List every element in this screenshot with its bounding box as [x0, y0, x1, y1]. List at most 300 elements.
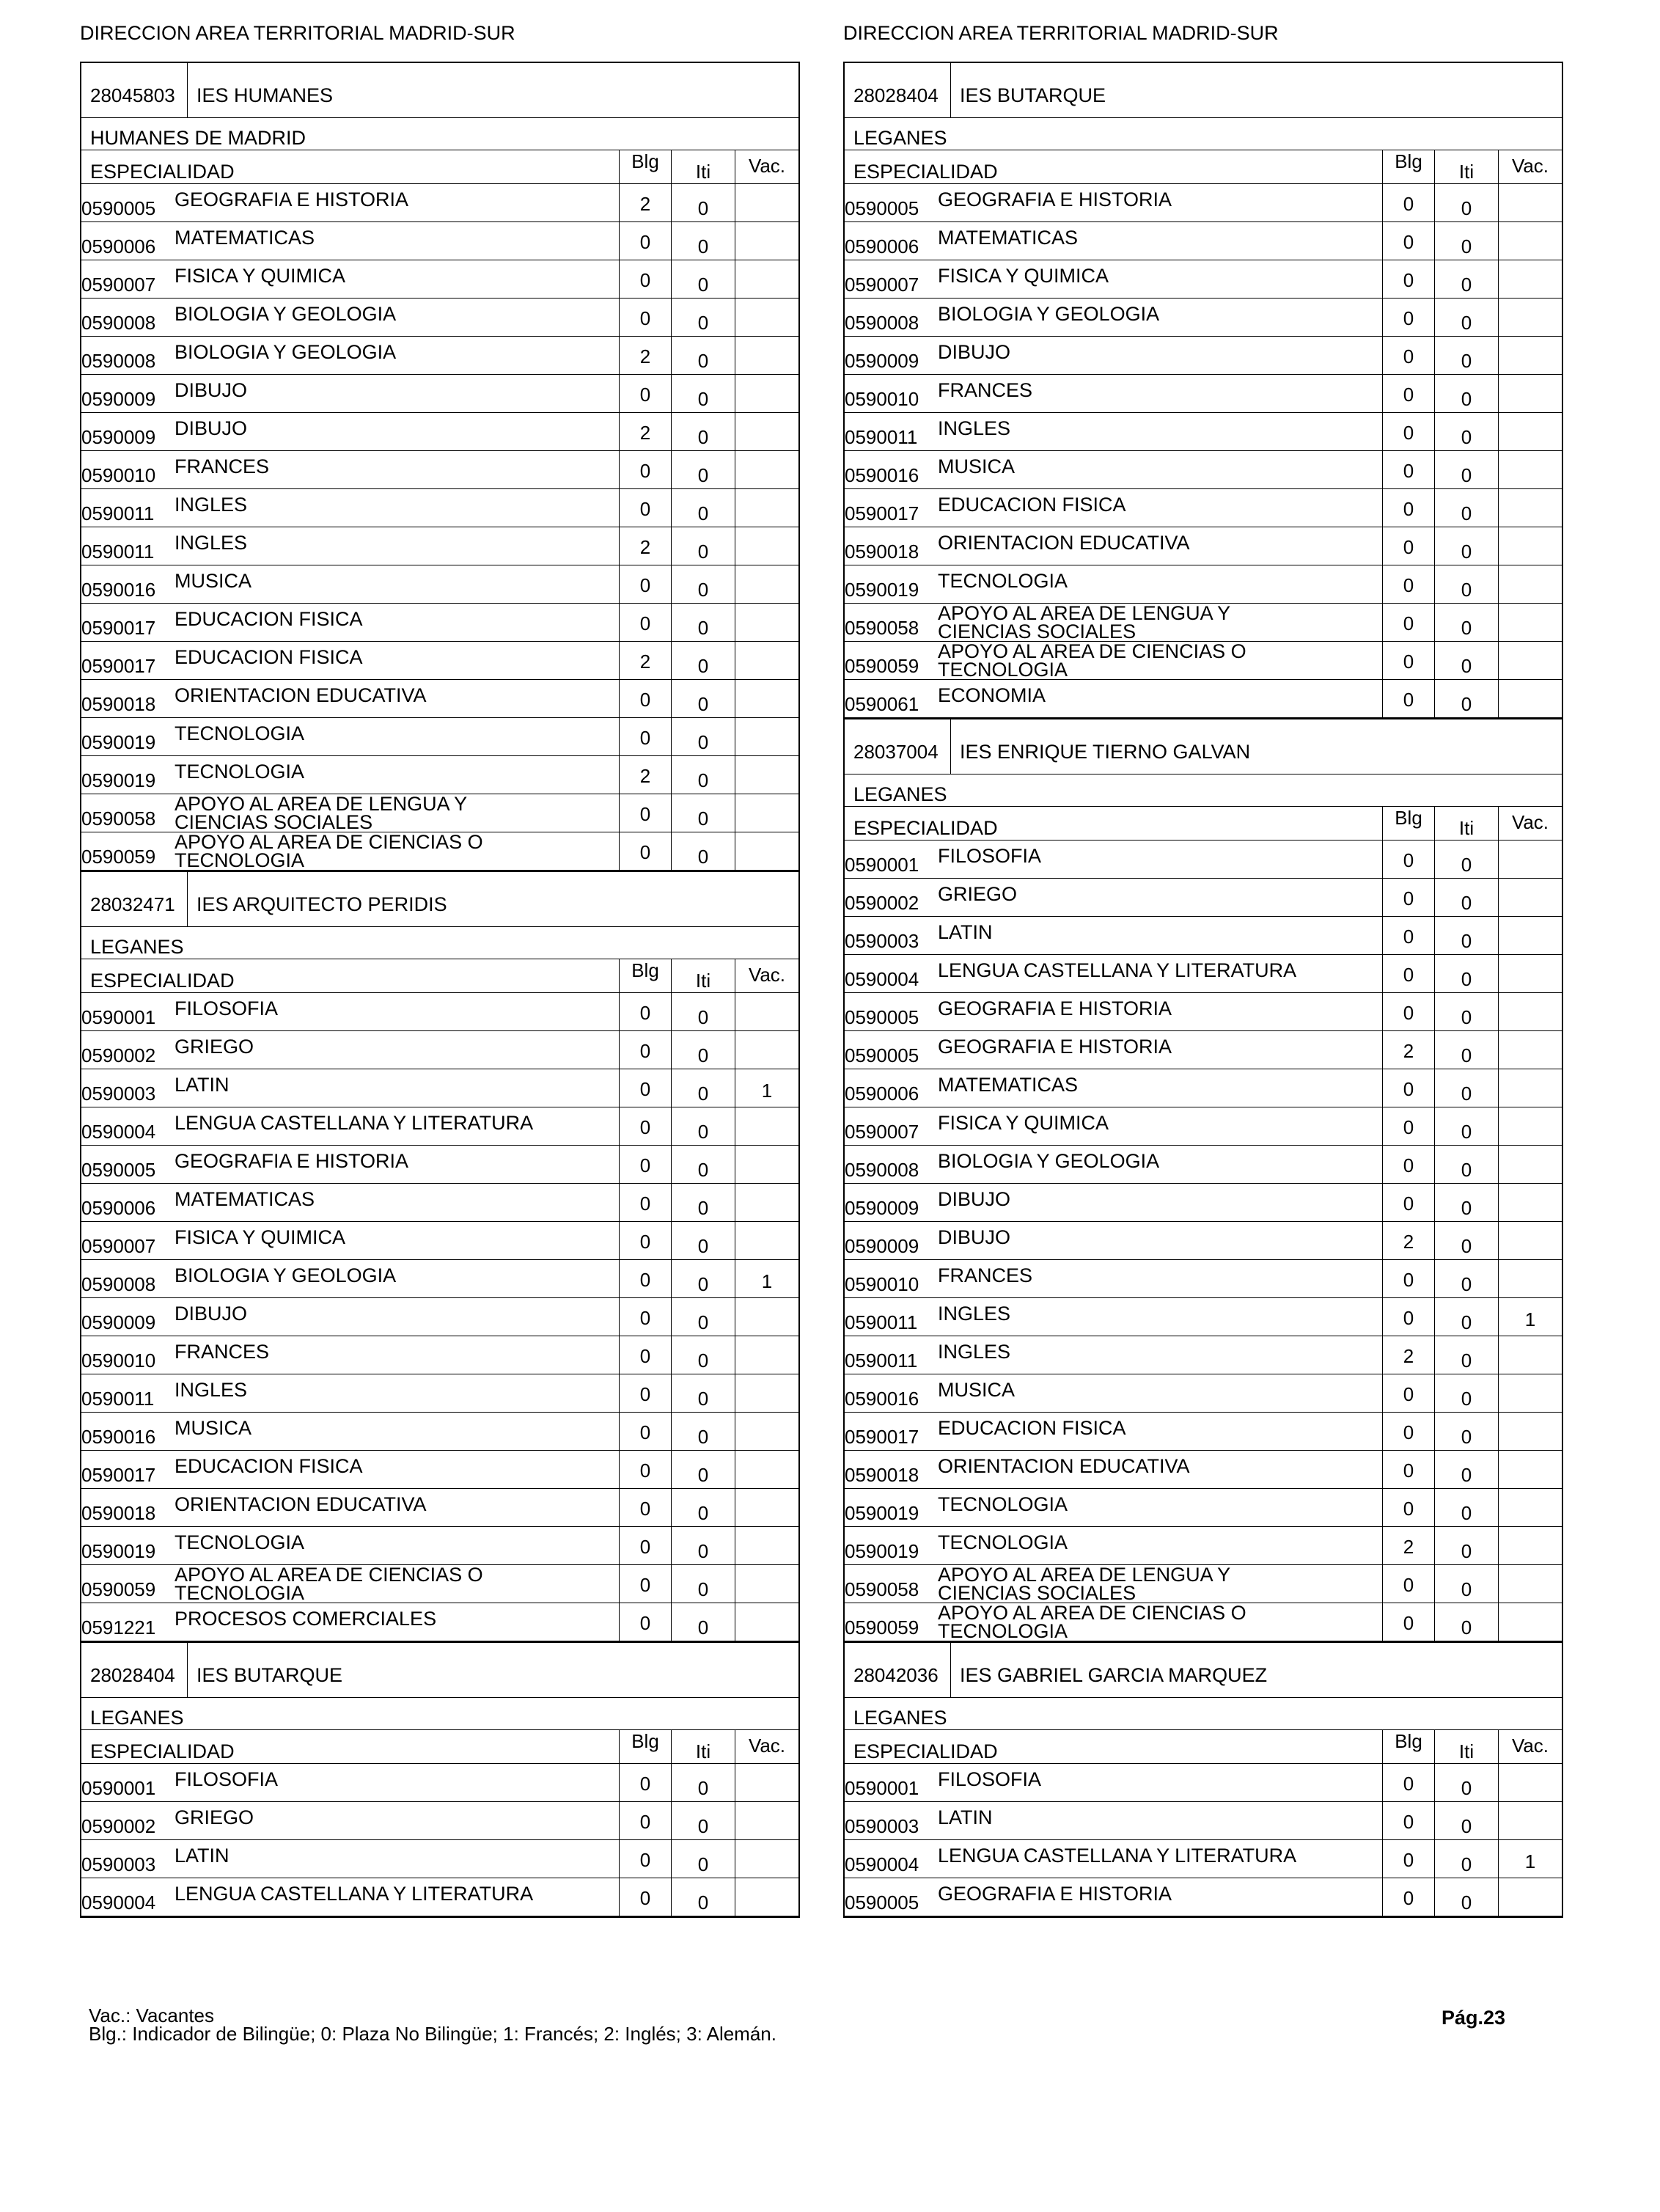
vac-cell — [735, 451, 798, 488]
specialty-name — [175, 1417, 251, 1440]
specialty-code: 0590019 — [845, 1540, 919, 1562]
specialty-name-line: DIBUJO — [175, 1303, 248, 1325]
iti-value: 0 — [697, 1540, 709, 1562]
blg-value: 0 — [639, 1002, 651, 1024]
vac-cell — [1498, 1336, 1562, 1374]
iti-value: 0 — [1461, 1891, 1472, 1913]
column-headers — [845, 1730, 1562, 1764]
specialty-cell — [845, 1413, 1382, 1450]
vac-cell — [1498, 375, 1562, 412]
specialty-name-line: GEOGRAFIA E HISTORIA — [938, 997, 1172, 1019]
vac-cell — [1498, 1146, 1562, 1183]
iti-cell — [1434, 1603, 1498, 1641]
specialty-cell — [81, 1565, 619, 1603]
specialty-name — [175, 1845, 229, 1867]
specialty-name-line: INGLES — [175, 532, 248, 554]
specialty-cell — [81, 1336, 619, 1374]
specialty-cell — [845, 489, 1382, 527]
table-row — [81, 1336, 798, 1374]
specialty-cell — [81, 299, 619, 336]
blg-value: 0 — [639, 1811, 651, 1833]
specialty-name-line: MUSICA — [175, 1417, 252, 1439]
specialty-name — [938, 959, 1296, 982]
specialty-cell — [845, 1107, 1382, 1145]
specialty-name — [938, 1566, 1230, 1603]
specialty-name-line: DIBUJO — [938, 341, 1011, 363]
specialty-cell — [81, 565, 619, 603]
header-especialidad — [845, 807, 1382, 840]
specialty-name — [175, 532, 247, 554]
vac-cell — [735, 756, 798, 794]
specialty-name — [938, 1806, 993, 1829]
blg-value: 0 — [639, 1345, 651, 1367]
iti-cell — [1434, 1451, 1498, 1488]
iti-cell — [1434, 1527, 1498, 1564]
iti-value: 0 — [1461, 312, 1472, 334]
specialty-cell — [845, 917, 1382, 954]
header-especialidad-label: ESPECIALIDAD — [853, 817, 998, 839]
blg-value: 0 — [1403, 307, 1414, 329]
iti-value: 0 — [697, 731, 709, 753]
blg-value: 0 — [1403, 887, 1414, 909]
vac-value: 1 — [761, 1270, 773, 1292]
specialty-cell — [845, 604, 1382, 641]
town-name: LEGANES — [845, 1698, 1562, 1730]
vac-cell — [735, 1031, 798, 1069]
iti-value: 0 — [697, 1777, 709, 1799]
blg-cell — [1382, 1451, 1434, 1488]
specialty-code: 0590004 — [81, 1891, 156, 1913]
blg-value: 0 — [1403, 1307, 1414, 1329]
blg-value: 0 — [639, 841, 651, 863]
blg-value: 0 — [1403, 689, 1414, 711]
vac-cell — [735, 222, 798, 260]
specialty-code: 0590010 — [81, 1349, 156, 1371]
specialty-name — [938, 1455, 1190, 1478]
vac-cell — [735, 337, 798, 374]
center-name: IES HUMANES — [197, 84, 334, 106]
iti-cell — [671, 1764, 735, 1801]
specialty-name — [938, 883, 1017, 906]
specialty-cell — [81, 1146, 619, 1183]
vac-cell — [735, 794, 798, 832]
iti-value: 0 — [697, 426, 709, 448]
blg-value: 0 — [1403, 498, 1414, 520]
blg-cell — [1382, 680, 1434, 717]
blg-value: 0 — [639, 689, 651, 711]
blg-cell — [619, 337, 671, 374]
vac-cell — [735, 260, 798, 298]
iti-value: 0 — [697, 1083, 709, 1105]
header-especialidad-label: ESPECIALIDAD — [90, 1740, 235, 1762]
specialty-name — [175, 1806, 254, 1829]
blg-cell — [1382, 1527, 1434, 1564]
specialty-name — [938, 455, 1015, 478]
vac-value: 1 — [1524, 1850, 1536, 1872]
specialty-cell — [845, 260, 1382, 298]
blg-cell — [619, 1069, 671, 1107]
specialty-cell — [845, 680, 1382, 717]
iti-value: 0 — [697, 1311, 709, 1333]
specialty-name-line: GEOGRAFIA E HISTORIA — [175, 188, 409, 210]
specialty-name — [938, 379, 1032, 402]
iti-value: 0 — [1461, 1235, 1472, 1257]
iti-value: 0 — [1461, 541, 1472, 563]
iti-cell — [671, 375, 735, 412]
blg-cell — [619, 1451, 671, 1488]
blg-cell — [619, 1603, 671, 1641]
specialty-name-line: MATEMATICAS — [938, 227, 1079, 249]
table-row — [845, 841, 1562, 879]
specialty-code: 0590009 — [845, 350, 919, 372]
town-name: LEGANES — [81, 1698, 798, 1730]
iti-cell — [1434, 879, 1498, 916]
specialty-name — [175, 684, 427, 707]
table-row — [81, 1489, 798, 1527]
blg-cell — [1382, 841, 1434, 878]
table-row — [845, 375, 1562, 413]
header-blg-label: Blg — [1395, 150, 1422, 172]
blg-cell — [619, 1146, 671, 1183]
iti-cell — [671, 680, 735, 717]
specialty-name-line: TECNOLOGIA — [175, 761, 305, 783]
iti-value: 0 — [1461, 350, 1472, 372]
iti-cell — [1434, 1413, 1498, 1450]
blg-value: 0 — [1403, 849, 1414, 871]
header-iti — [671, 959, 735, 992]
specialty-name-line: EDUCACION FISICA — [175, 1455, 363, 1477]
header-vac — [1498, 807, 1562, 840]
specialty-cell — [845, 879, 1382, 916]
table-row — [81, 993, 798, 1031]
specialty-name — [175, 1455, 363, 1478]
header-blg — [619, 959, 671, 992]
iti-value: 0 — [1461, 502, 1472, 524]
table-row — [81, 1298, 798, 1336]
specialty-code: 0590007 — [845, 1121, 919, 1143]
specialty-cell — [845, 375, 1382, 412]
blg-cell — [1382, 1031, 1434, 1069]
specialty-name-line: ECONOMIA — [938, 684, 1046, 706]
blg-value: 0 — [639, 307, 651, 329]
blg-value: 2 — [639, 345, 651, 367]
iti-value: 0 — [697, 1235, 709, 1257]
specialty-name-line: TECNOLOGIA — [938, 1493, 1068, 1515]
specialty-cell — [845, 451, 1382, 488]
iti-value: 0 — [697, 1273, 709, 1295]
specialty-name-line: BIOLOGIA Y GEOLOGIA — [175, 341, 397, 363]
vac-cell — [1498, 604, 1562, 641]
iti-value: 0 — [1461, 274, 1472, 296]
iti-value: 0 — [1461, 1273, 1472, 1295]
specialty-code: 0590010 — [845, 1273, 919, 1295]
specialty-cell — [81, 1489, 619, 1526]
blg-cell — [1382, 1146, 1434, 1183]
specialty-cell — [845, 1069, 1382, 1107]
specialty-name-line: FRANCES — [175, 1341, 270, 1363]
iti-cell — [671, 489, 735, 527]
specialty-cell — [845, 1146, 1382, 1183]
blg-value: 2 — [639, 536, 651, 558]
specialty-code: 0590011 — [81, 541, 155, 563]
specialty-cell — [845, 1565, 1382, 1603]
iti-cell — [1434, 527, 1498, 565]
iti-value: 0 — [1461, 1426, 1472, 1448]
specialty-code: 0590016 — [845, 464, 919, 486]
blg-cell — [619, 1764, 671, 1801]
specialty-name-line: BIOLOGIA Y GEOLOGIA — [175, 1264, 397, 1286]
table-row — [81, 1069, 798, 1107]
specialty-name — [175, 1883, 533, 1905]
table-row — [81, 1184, 798, 1222]
specialty-cell — [845, 1878, 1382, 1916]
center-name: IES BUTARQUE — [960, 84, 1106, 106]
specialty-name-line: LENGUA CASTELLANA Y LITERATURA — [938, 959, 1297, 981]
specialty-cell — [845, 1489, 1382, 1526]
iti-cell — [671, 1527, 735, 1564]
blg-value: 0 — [1403, 384, 1414, 406]
header-vac-label: Vac. — [748, 1735, 786, 1757]
specialty-name-line: MUSICA — [175, 570, 252, 592]
table-row — [81, 1565, 798, 1603]
iti-cell — [671, 1222, 735, 1259]
specialty-name-line: MATEMATICAS — [175, 227, 315, 249]
specialty-name-line: FRANCES — [938, 379, 1033, 401]
specialty-cell — [845, 1260, 1382, 1297]
blg-cell — [619, 604, 671, 641]
center-name: IES BUTARQUE — [197, 1664, 343, 1686]
iti-cell — [1434, 1107, 1498, 1145]
specialty-cell — [81, 1802, 619, 1839]
specialty-name-line: APOYO AL AREA DE LENGUA Y — [175, 793, 468, 815]
specialty-name — [938, 684, 1046, 707]
specialty-cell — [845, 184, 1382, 221]
specialty-name — [175, 1566, 483, 1603]
specialty-cell — [81, 489, 619, 527]
iti-value: 0 — [1461, 388, 1472, 410]
specialty-name — [175, 761, 304, 783]
blg-cell — [1382, 260, 1434, 298]
specialty-code: 0590009 — [845, 1197, 919, 1219]
iti-cell — [671, 1298, 735, 1336]
table-row — [81, 1222, 798, 1260]
iti-value: 0 — [697, 655, 709, 677]
vac-cell — [735, 1336, 798, 1374]
iti-cell — [1434, 1069, 1498, 1107]
table-row — [845, 1069, 1562, 1107]
iti-value: 0 — [1461, 1777, 1472, 1799]
iti-cell — [671, 1069, 735, 1107]
specialty-cell — [845, 1374, 1382, 1412]
specialty-name — [175, 997, 278, 1020]
vac-cell — [1498, 993, 1562, 1030]
vac-cell — [1498, 1489, 1562, 1526]
iti-value: 0 — [697, 502, 709, 524]
blg-cell — [1382, 489, 1434, 527]
table-row — [81, 718, 798, 756]
specialty-code: 0590009 — [81, 426, 156, 448]
table-row — [81, 1146, 798, 1184]
specialty-code: 0590019 — [81, 1540, 156, 1562]
table-row — [81, 565, 798, 604]
iti-value: 0 — [1461, 1578, 1472, 1600]
iti-cell — [1434, 565, 1498, 603]
header-especialidad-label: ESPECIALIDAD — [853, 161, 998, 183]
table-row — [845, 680, 1562, 718]
table-row — [845, 413, 1562, 451]
iti-cell — [671, 1451, 735, 1488]
iti-value: 0 — [697, 1616, 709, 1638]
blg-cell — [1382, 1069, 1434, 1107]
header-blg-label: Blg — [631, 1730, 659, 1752]
vac-cell — [735, 1107, 798, 1145]
vac-cell — [735, 1764, 798, 1801]
iti-value: 0 — [1461, 693, 1472, 715]
specialty-name-line: CIENCIAS SOCIALES — [938, 1582, 1136, 1604]
iti-value: 0 — [1461, 617, 1472, 639]
iti-cell — [1434, 955, 1498, 992]
table-row — [81, 1764, 798, 1802]
specialty-name — [938, 494, 1126, 516]
vac-cell — [1498, 1107, 1562, 1145]
specialty-cell — [81, 680, 619, 717]
iti-value: 0 — [1461, 1388, 1472, 1410]
specialty-name — [175, 1112, 533, 1135]
blg-value: 0 — [1403, 612, 1414, 634]
iti-value: 0 — [697, 693, 709, 715]
blg-cell — [619, 1489, 671, 1526]
header-blg-label: Blg — [631, 150, 659, 172]
blg-value: 0 — [1403, 1460, 1414, 1482]
specialty-code: 0590009 — [845, 1235, 919, 1257]
blg-value: 0 — [1403, 231, 1414, 253]
blg-cell — [1382, 1184, 1434, 1221]
iti-value: 0 — [1461, 968, 1472, 990]
specialty-name-line: INGLES — [938, 417, 1011, 439]
specialty-name-line: TECNOLOGIA — [175, 1531, 305, 1553]
table-row — [81, 1451, 798, 1489]
specialty-code: 0590005 — [81, 197, 156, 219]
specialty-name — [175, 833, 483, 870]
iti-cell — [671, 993, 735, 1030]
blg-value: 0 — [1403, 651, 1414, 673]
specialty-cell — [845, 299, 1382, 336]
vac-cell — [735, 993, 798, 1030]
right-column — [843, 21, 1563, 1918]
vac-cell — [735, 1184, 798, 1221]
table-row — [845, 1413, 1562, 1451]
specialty-name-line: ORIENTACION EDUCATIVA — [938, 532, 1190, 554]
table-row — [81, 832, 798, 871]
blg-value: 0 — [1403, 1269, 1414, 1291]
blg-value: 0 — [639, 1574, 651, 1596]
header-especialidad — [845, 1730, 1382, 1763]
vac-cell — [735, 413, 798, 450]
specialty-name-line: LATIN — [175, 1845, 229, 1867]
specialty-name — [938, 1768, 1041, 1791]
specialty-name — [175, 1036, 254, 1058]
vac-cell — [735, 718, 798, 755]
specialty-name — [175, 188, 408, 211]
table-row — [81, 1107, 798, 1146]
specialty-name-line: GEOGRAFIA E HISTORIA — [938, 188, 1172, 210]
table-row — [845, 993, 1562, 1031]
blg-cell — [1382, 955, 1434, 992]
blg-cell — [619, 1527, 671, 1564]
center-name: IES ARQUITECTO PERIDIS — [197, 893, 447, 915]
specialty-name — [175, 1341, 269, 1363]
specialty-name-line: APOYO AL AREA DE CIENCIAS O — [175, 1564, 483, 1586]
specialty-name — [938, 1074, 1078, 1096]
iti-value: 0 — [1461, 854, 1472, 876]
specialty-name — [938, 604, 1230, 641]
specialty-name — [175, 1150, 408, 1173]
specialty-name-line: GRIEGO — [175, 1806, 254, 1828]
specialty-name — [938, 1417, 1126, 1440]
specialty-cell — [845, 1451, 1382, 1488]
specialty-name — [938, 1036, 1172, 1058]
blg-value: 0 — [1403, 1887, 1414, 1909]
specialty-name — [938, 341, 1010, 364]
specialty-name — [938, 1604, 1246, 1641]
specialty-code: 0590011 — [845, 1349, 918, 1371]
vac-cell — [735, 1260, 798, 1297]
table-row — [81, 222, 798, 260]
vac-cell — [735, 1802, 798, 1839]
specialty-cell — [845, 1184, 1382, 1221]
column-headers — [845, 150, 1562, 184]
table-row — [845, 451, 1562, 489]
iti-cell — [1434, 299, 1498, 336]
table-row — [81, 756, 798, 794]
specialty-name — [175, 1264, 396, 1287]
iti-value: 0 — [697, 846, 709, 868]
blg-cell — [619, 1374, 671, 1412]
column-header: DIRECCION AREA TERRITORIAL MADRID-SUR — [843, 22, 1279, 44]
iti-cell — [671, 413, 735, 450]
blg-cell — [619, 184, 671, 221]
iti-value: 0 — [1461, 1006, 1472, 1028]
table-row — [81, 184, 798, 222]
specialty-code: 0590007 — [845, 274, 919, 296]
specialty-code: 0590058 — [81, 807, 156, 830]
iti-value: 0 — [697, 464, 709, 486]
specialty-cell — [81, 1527, 619, 1564]
blg-value: 2 — [639, 765, 651, 787]
center-block — [843, 718, 1563, 1641]
specialty-name-line: INGLES — [175, 494, 248, 516]
specialty-cell — [81, 832, 619, 870]
specialty-name — [175, 341, 396, 364]
specialty-name-line: MATEMATICAS — [938, 1074, 1079, 1096]
specialty-name-line: FRANCES — [938, 1264, 1033, 1286]
vac-cell — [1498, 1031, 1562, 1069]
iti-cell — [1434, 1298, 1498, 1336]
specialty-name — [175, 303, 396, 326]
iti-cell — [1434, 1878, 1498, 1916]
vac-cell — [1498, 680, 1562, 717]
specialty-code: 0590006 — [81, 235, 156, 257]
specialty-name — [175, 570, 251, 593]
specialty-code: 0590019 — [81, 769, 156, 791]
specialty-name — [938, 921, 993, 944]
table-row — [81, 527, 798, 565]
blg-cell — [1382, 299, 1434, 336]
vac-cell — [1498, 1802, 1562, 1839]
vac-cell — [735, 642, 798, 679]
iti-cell — [671, 565, 735, 603]
blg-cell — [1382, 879, 1434, 916]
